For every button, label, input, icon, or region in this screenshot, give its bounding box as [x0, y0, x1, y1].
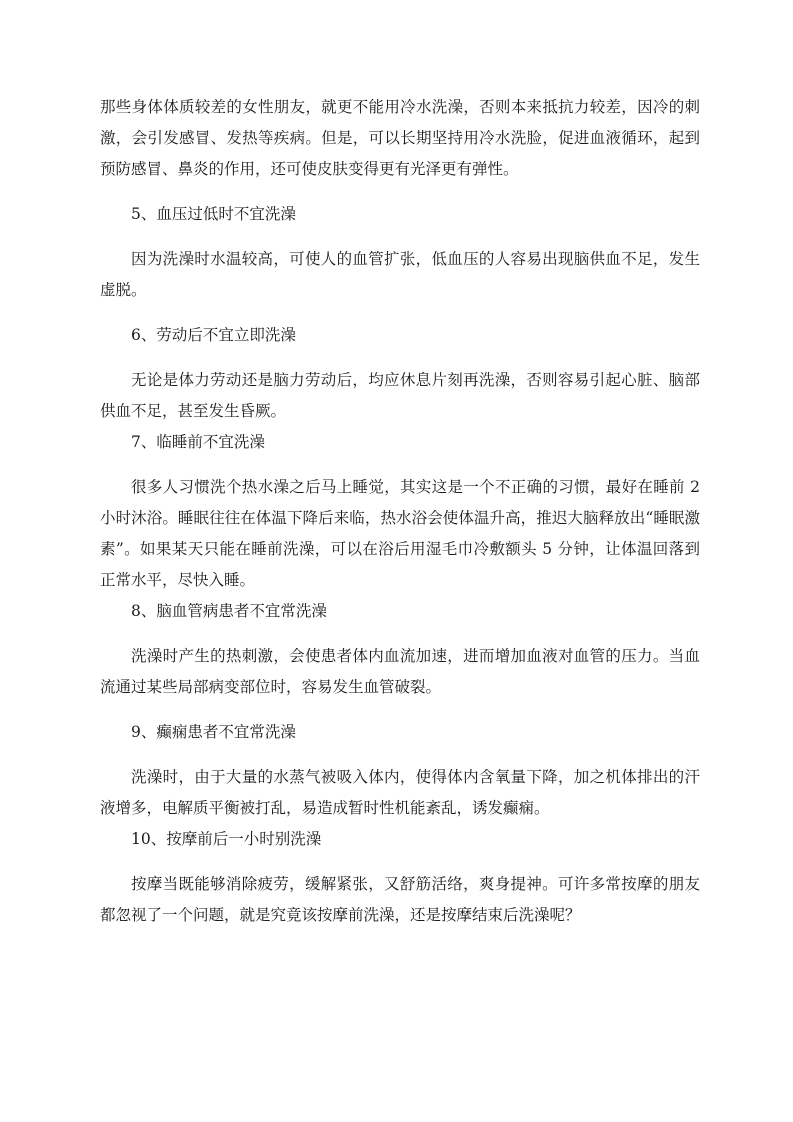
- paragraph-intro: 那些身体体质较差的女性朋友，就更不能用冷水洗澡，否则本来抵抗力较差，因冷的刺激，会引发感冒、发热等疾病。但是，可以长期坚持用冷水洗脸，促进血液循环，起到预防感冒、鼻炎的作用，还可使皮肤变得更有光泽更有弹性。: [100, 98, 700, 178]
- heading-item-7: 7、临睡前不宜洗澡: [131, 433, 265, 451]
- paragraph-item-10: 按摩当既能够消除疲劳，缓解紧张，又舒筋活络，爽身提神。可许多常按摩的朋友都忽视了一个问题，就是究竟该按摩前洗澡，还是按摩结束后洗澡呢？: [100, 875, 700, 924]
- heading-item-8: 8、脑血管病患者不宜常洗澡: [131, 602, 327, 620]
- heading-item-5: 5、血压过低时不宜洗澡: [131, 205, 296, 223]
- paragraph-item-5: 因为洗澡时水温较高，可使人的血管扩张，低血压的人容易出现脑供血不足，发生虚脱。: [100, 250, 700, 299]
- paragraph-item-6: 无论是体力劳动还是脑力劳动后，均应休息片刻再洗澡，否则容易引起心脏、脑部供血不足，甚至发生昏厥。: [100, 371, 700, 420]
- heading-item-10: 10、按摩前后一小时别洗澡: [131, 830, 322, 848]
- paragraph-item-8: 洗澡时产生的热刺激，会使患者体内血流加速，进而增加血液对血管的压力。当血流通过某些局部病变部位时，容易发生血管破裂。: [100, 647, 700, 696]
- heading-item-6: 6、劳动后不宜立即洗澡: [131, 326, 296, 344]
- document-body: [100, 92, 700, 931]
- heading-item-9: 9、癫痫患者不宜常洗澡: [131, 723, 296, 741]
- paragraph-item-7: 很多人习惯洗个热水澡之后马上睡觉，其实这是一个不正确的习惯，最好在睡前 2 小时沐浴。睡眠往往在体温下降后来临，热水浴会使体温升高，推迟大脑释放出“睡眠激素”。如果某天只能在睡前洗澡，可以在浴后用湿毛巾冷敷额头 5 分钟，让体温回落到正常水平，尽快入睡。: [100, 478, 700, 589]
- paragraph-item-9: 洗澡时，由于大量的水蒸气被吸入体内，使得体内含氧量下降，加之机体排出的汗液增多，电解质平衡被打乱，易造成暂时性机能紊乱，诱发癫痫。: [100, 768, 700, 817]
